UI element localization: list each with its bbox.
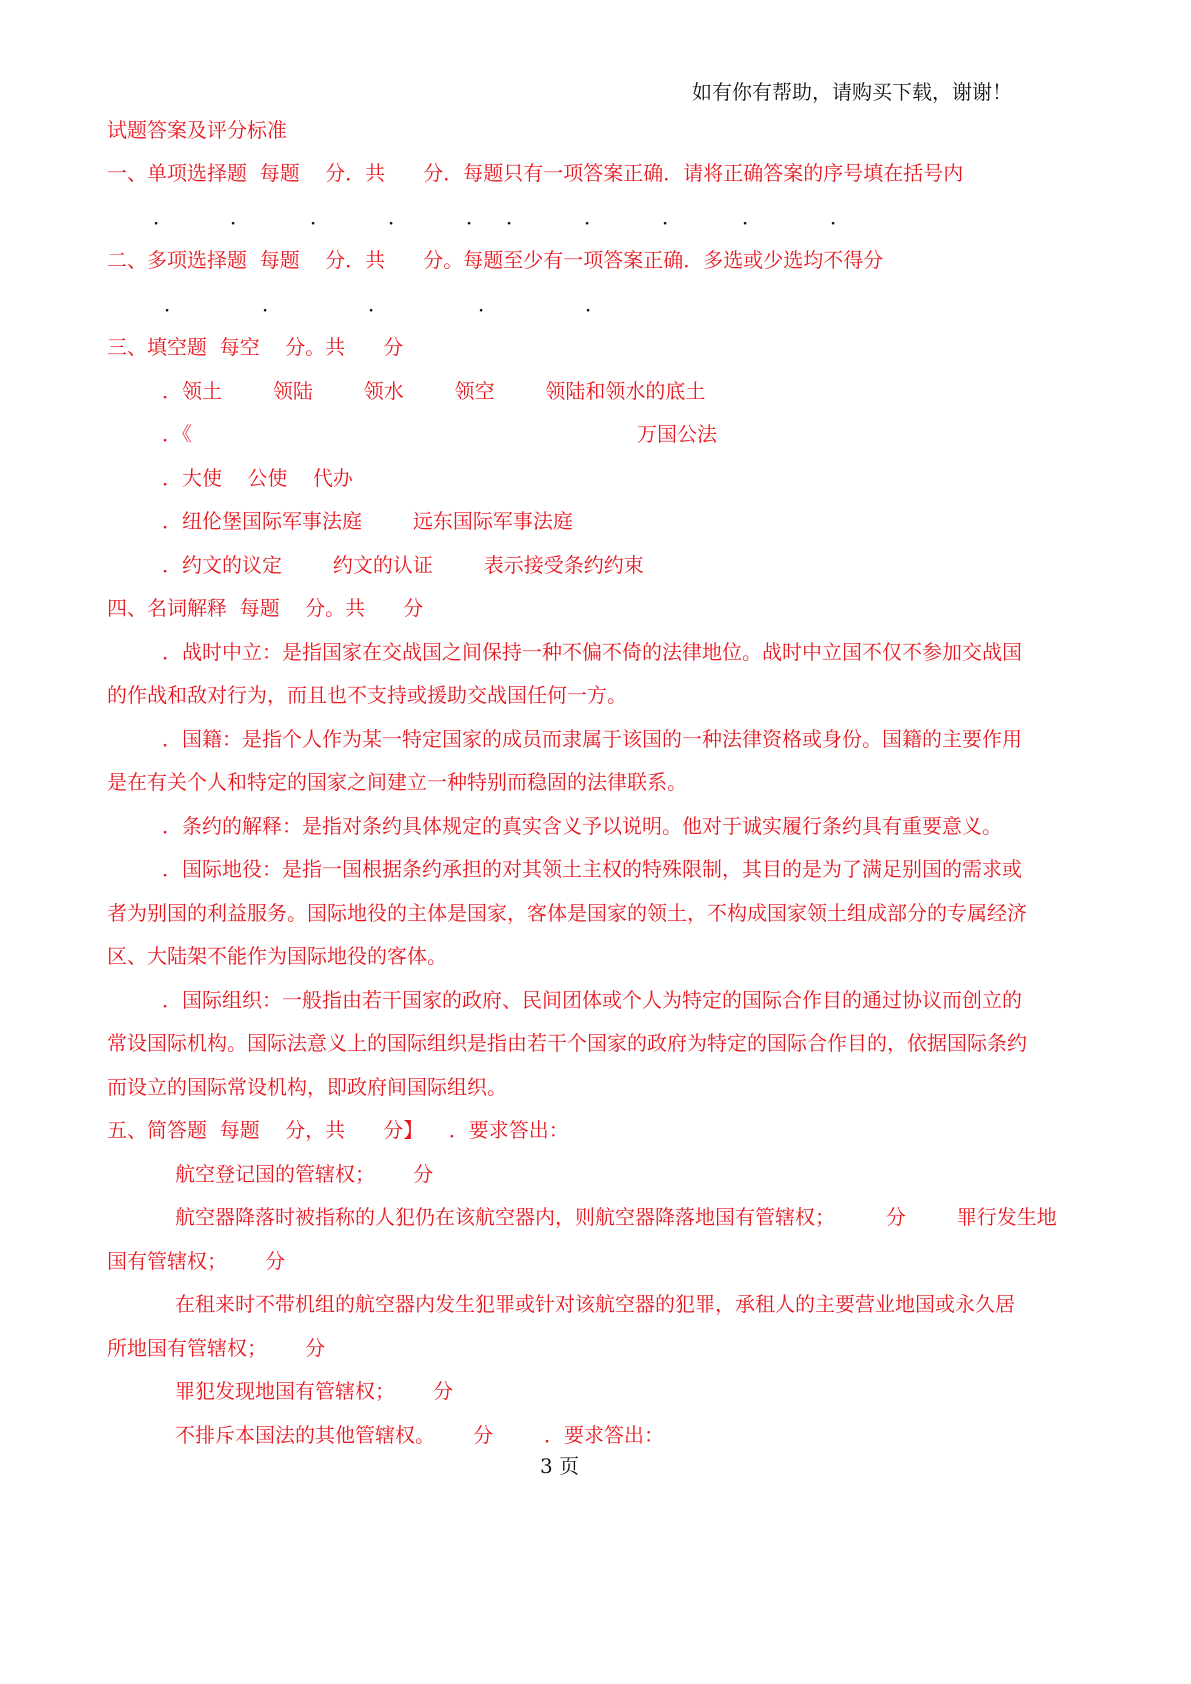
answer-line: 在租来时不带机组的航空器内发生犯罪或针对该航空器的犯罪，承租人的主要营业地国或永久居 [175, 1292, 1015, 1316]
term-line: 而设立的国际常设机构，即政府间国际组织。 [107, 1075, 507, 1099]
answer-dot: ． [310, 205, 330, 229]
answer-dot: ． [585, 292, 605, 316]
answer-dot: ． [506, 205, 526, 229]
answer-line: 所地国有管辖权； 分 [107, 1336, 326, 1360]
term-line: 的作战和敌对行为，而且也不支持或援助交战国任何一方。 [107, 683, 627, 707]
answer-line: 国有管辖权； 分 [107, 1249, 286, 1273]
fill-item: ．约文的议定 约文的认证 表示接受条约约束 [162, 553, 644, 577]
fill-item: ．《 万国公法 [162, 422, 718, 446]
term-line: ．战时中立：是指国家在交战国之间保持一种不偏不倚的法律地位。战时中立国不仅不参加交战国 [162, 640, 1022, 664]
term-line: 常设国际机构。国际法意义上的国际组织是指由若干个国家的政府为特定的国际合作目的，依据国际条约 [107, 1031, 1027, 1055]
answer-dot: ． [830, 205, 850, 229]
term-line: 者为别国的利益服务。国际地役的主体是国家，客体是国家的领土，不构成国家领土组成部分的专属经济 [107, 901, 1027, 925]
answer-dot: ． [164, 292, 184, 316]
fill-item: ．大使 公使 代办 [162, 466, 353, 490]
section4-heading: 四、名词解释 每题 分。共 分 [107, 596, 424, 620]
term-line: 是在有关个人和特定的国家之间建立一种特别而稳固的法律联系。 [107, 770, 687, 794]
section5-heading: 五、简答题 每题 分，共 分】 ．要求答出： [107, 1118, 569, 1142]
answer-dot: ． [230, 205, 250, 229]
answer-line: 不排斥本国法的其他管辖权。 分 ．要求答出： [175, 1423, 665, 1447]
fill-item: ．纽伦堡国际军事法庭 远东国际军事法庭 [162, 509, 573, 533]
answer-dot: ． [584, 205, 604, 229]
answer-dot: ． [662, 205, 682, 229]
term-line: ．国际地役：是指一国根据条约承担的对其领土主权的特殊限制，其目的是为了满足别国的需求或 [162, 857, 1022, 881]
answer-dot: ． [388, 205, 408, 229]
section2-heading: 二、多项选择题 每题 分．共 分。每题至少有一项答案正确．多选或少选均不得分 [107, 248, 884, 272]
answer-dot: ． [153, 205, 173, 229]
answer-dot: ． [742, 205, 762, 229]
answer-line: 罪犯发现地国有管辖权； 分 [175, 1379, 454, 1403]
section3-heading: 三、填空题 每空 分。共 分 [107, 335, 404, 359]
section1-heading: 一、单项选择题 每题 分．共 分．每题只有一项答案正确．请将正确答案的序号填在括号内 [107, 161, 964, 185]
page-number: 3 页 [540, 1454, 580, 1478]
header-note: 如有你有帮助，请购买下载，谢谢！ [692, 80, 1012, 104]
answer-dot: ． [466, 205, 486, 229]
term-line: ．国际组织：一般指由若干国家的政府、民间团体或个人为特定的国际合作目的通过协议而创立的 [162, 988, 1022, 1012]
doc-title: 试题答案及评分标准 [107, 118, 287, 142]
term-line: ．条约的解释：是指对条约具体规定的真实含义予以说明。他对于诚实履行条约具有重要意义。 [162, 814, 1002, 838]
term-line: 区、大陆架不能作为国际地役的客体。 [107, 944, 447, 968]
answer-line: 航空登记国的管辖权； 分 [175, 1162, 434, 1186]
answer-dot: ． [262, 292, 282, 316]
term-line: ．国籍：是指个人作为某一特定国家的成员而隶属于该国的一种法律资格或身份。国籍的主要作用 [162, 727, 1022, 751]
fill-item: ．领土 领陆 领水 领空 领陆和领水的底土 [162, 379, 706, 403]
answer-dot: ． [368, 292, 388, 316]
answer-dot: ． [478, 292, 498, 316]
answer-line: 航空器降落时被指称的人犯仍在该航空器内，则航空器降落地国有管辖权； 分 罪行发生地 [175, 1205, 1057, 1229]
